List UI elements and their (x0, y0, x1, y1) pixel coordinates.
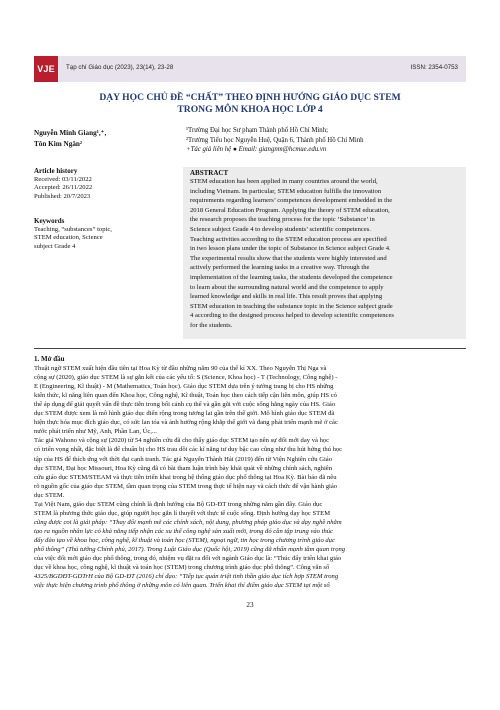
abstract-line: including Vietnam. In particular, STEM education fulfills the innovation (190, 187, 382, 195)
author-1: Nguyễn Minh Giang¹,⁺, (34, 129, 107, 137)
abstract-line: learned knowledge and skills in real life. This result proves that applying (190, 293, 383, 301)
body-text-line: rõ nguồn gốc của giáo dục STEM, tầm quan trọng của STEM trong thực tế hiện nay và cách thức để vận hành giáo (34, 482, 338, 490)
keywords-line: STEM education, Science (34, 234, 103, 242)
keywords-heading: Keywords (34, 217, 65, 225)
abstract-line: Teaching activities according to the STEM education process are specified (190, 235, 387, 243)
abstract-line: actively performed the learning tasks in a creative way. Through the (190, 264, 370, 272)
body-text-line: dục STEM, Đại học Missouri, Hoa Kỳ cũng đã có bài tham luận trình bày khái quát về những chính sách, nghiên (34, 464, 333, 472)
body-text-line: Tác giả Wahono và cộng sự (2020) từ 54 nghiên cứu đã cho thấy giáo dục STEM tạo nên sự đổi mới day và học (34, 437, 330, 445)
corresponding-author: +Tác giả liên hệ ● Email: giangnm@hcmue.edu.vn (186, 146, 327, 154)
body-text-line: 4325/BGDĐT-GDTrH của Bộ GD-ĐT (2016) chỉ đạo: “Tiếp tục quán triệt tinh thần giáo dục tích hợp STEM trong (34, 573, 339, 581)
affiliations (186, 126, 364, 155)
abstract-line: to learn about the surrounding natural world and the competence to apply (190, 283, 384, 291)
body-text-line: nước phát triển như Mỹ, Anh, Phần Lan, Úc,... (34, 428, 157, 436)
body-text-line: dục STEM được xem là mô hình giáo dục điển rộng trong tương lai gần trên thế giới. Mô hình giáo dục STEM đã (34, 410, 335, 418)
body-text-line: phổ thông” (Thủ tướng Chính phủ, 2017). Trong Luật Giáo dục (Quốc hội, 2019) cũng đã nhấn mạnh tầm quan trọng (34, 546, 346, 553)
issn: ISSN: 2354-0753 (410, 64, 458, 71)
received-date: Received: 03/11/2022 (34, 175, 92, 183)
abstract-line: for the students. (190, 322, 233, 329)
affiliation-2: ²Trường Tiểu học Nguyễn Huệ, Quận 6, Thành phố Hồ Chí Minh (186, 136, 364, 144)
page-number: 23 (246, 601, 254, 609)
abstract-heading: ABSTRACT (190, 169, 229, 177)
body-text-line: hiện thực hóa mục đích giáo dục, có sức lan tỏa và ảnh hưởng rộng khắp thế giới và đang phát triển mạnh mẽ ở các (34, 419, 338, 427)
body-text-line: Thuật ngữ STEM xuất hiện đầu tiên tại Hoa Kỳ từ đầu những năm 90 của thế kỉ XX. Theo Nguyễn Thị Nga và (34, 365, 327, 372)
body-text-line: dục STEM. (34, 491, 65, 499)
abstract-line: 2018 General Education Program. Applying the theory of STEM education, (190, 206, 390, 214)
body-text-line: của việc đổi mới giáo dục phổ thông, trong đó, nhiệm vụ đặt ra đối với ngành Giáo dục là: “Thúc đẩy triển khai giáo (34, 555, 342, 563)
keywords-line: subject Grade 4 (34, 242, 76, 250)
body-text-line: cộng sự (2020), giáo dục STEM là sự gắn kết của các yếu tố: S (Science, Khoa học) - T (Technology, Công nghệ) - (34, 374, 338, 382)
body-text-line: STEM là phương thức giáo dục, giúp người học gắn lí thuyết với thực tế cuộc sống. Định hướng dạy học STEM (34, 509, 331, 517)
abstract-line: Science subject Grade 4 to develop students’ scientific competences. (190, 226, 371, 233)
journal-citation: Tạp chí Giáo dục (2023), 23(14), 23-28 (66, 64, 174, 71)
author-list (34, 128, 106, 150)
abstract-line: STEM education has been applied in many countries around the world, (190, 178, 378, 185)
body-text-line: Tại Việt Nam, giáo dục STEM cũng chính là định hướng của Bộ GD-ĐT trong những năm gần đây. Giáo dục (34, 500, 323, 508)
abstract-line: 4 according to the designed process helped to develop scientific competences (190, 312, 394, 320)
body-text-line: cũng được coi là giải pháp: “Thay đổi mạnh mẽ các chính sách, nội dung, phương pháp giáo dục và dạy nghề nhằm (34, 518, 342, 526)
body-text-line: kiến thức, kĩ năng liên quan đến Khoa học, Công nghệ, Kĩ thuật, Toán học theo cách tiếp cận liên môn, giúp HS có (34, 392, 337, 400)
body-text-line: có triển vọng nhất, đặc biệt là để chuẩn bị cho HS trau dồi các kĩ năng tư duy bậc cao cũng như thu hút hứng thú học (34, 446, 343, 454)
body-text-line: cứu giáo dục STEM/STEAM và thực tiễn triển khai trong hệ thống giáo dục phổ thông tại Hoa Kỳ. Bài báo đã nêu (34, 473, 337, 481)
body-text-line: thể áp dụng để giải quyết vấn đề thực tiễn trong bối cảnh cụ thể và gần gũi với cuộc sống hằng ngày của HS. Giáo (34, 401, 336, 409)
abstract-line: The experimental results show that the students were highly interested and (190, 254, 387, 262)
body-text-line: E (Engineering, Kĩ thuật) - M (Mathematics, Toán học). Giáo dục STEM dựa trên ý tưởng trang bị cho HS những (34, 383, 334, 391)
keywords (34, 217, 174, 251)
article-history (34, 167, 174, 201)
published-date: Published: 20/7/2023 (34, 192, 91, 200)
body-text-line: tạo ra nguồn nhân lực có khả năng tiếp nhận các xu thế công nghệ sản xuất mới, trong đó cần tập trung vào thúc (34, 527, 333, 535)
abstract-line: implementation of the learning tasks, the students developed the competence (190, 274, 393, 281)
abstract-line: in two lesson plans under the topic of Substance in Science subject Grade 4. (190, 245, 391, 253)
article-history-heading: Article history (34, 167, 78, 175)
journal-header (34, 56, 466, 82)
accepted-date: Accepted: 26/11/2022 (34, 184, 93, 192)
abstract-line: the research proposes the teaching process for the topic ‘Substance’ in (190, 216, 375, 224)
abstract-line: requirements regarding learners’ competences development embedded in the (190, 197, 393, 205)
body-text-line: tập của HS để thích ứng với thời đại cạnh tranh. Tác giả Nguyễn Thành Hải (2019) đến từ Viện Nghiên cứu Giáo (34, 455, 333, 463)
body-text-line: việc thực hiện chương trình phổ thông ở những môn có liên quan. Triển khai thí điểm giáo dục STEM tại một số (34, 582, 330, 590)
body-text-line: dục về khoa học, công nghệ, kĩ thuật và toán học (STEM) trong chương trình giáo dục phổ thông”. Công văn số (34, 564, 330, 572)
article-title-line-2: TRONG MÔN KHOA HỌC LỚP 4 (177, 104, 323, 115)
keywords-line: Teaching, “substances” topic, (34, 225, 112, 233)
body-text-line: đẩy đào tạo về khoa học, công nghệ, kĩ thuật và toán học (STEM), ngoại ngữ, tin học trong chương trình giáo dục (34, 536, 335, 544)
section-divider (34, 348, 466, 349)
author-2: Tôn Kim Ngân² (34, 140, 83, 148)
section-heading: 1. Mở đầu (34, 355, 65, 363)
abstract-line: STEM education in teaching the substance topic in the Science subject grade (190, 302, 393, 310)
affiliation-1: ¹Trường Đại học Sư phạm Thành phố Hồ Chí Minh; (186, 127, 328, 134)
journal-logo: VJE (34, 56, 58, 82)
article-title-line-1: DẠY HỌC CHỦ ĐỀ “CHẤT” THEO ĐỊNH HƯỚNG GIÁO DỤC STEM (99, 92, 401, 103)
